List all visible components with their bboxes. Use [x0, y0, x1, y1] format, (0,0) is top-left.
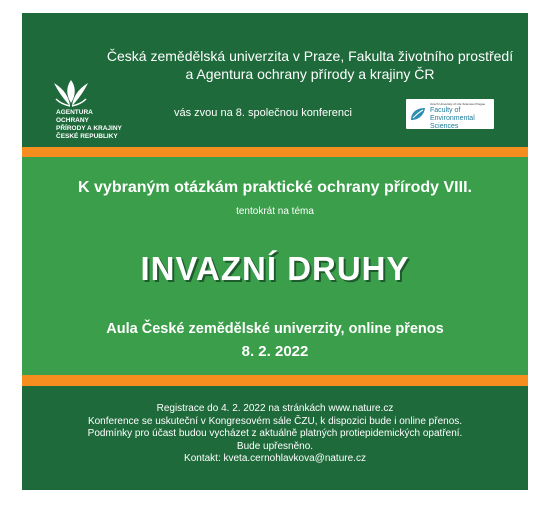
fes-logo-faculty: Faculty of Environmental Sciences [430, 107, 475, 130]
fes-logo-university: Czech University of Life Sciences Prague [430, 102, 486, 106]
venue-line: Konference se uskuteční v Kongresovém sále ČZU, k dispozici bude i online přenos. [87, 415, 463, 427]
footer-section [22, 386, 528, 490]
header-section [22, 13, 528, 147]
footer-info [22, 403, 528, 466]
conference-subtitle: K vybraným otázkám praktické ochrany přírody VIII. [78, 179, 472, 196]
conditions-line: Podmínky pro účast budou vycházet z aktuálně platných protiepidemických opatření. [87, 428, 463, 439]
tbd-line: Bude upřesněno. [236, 440, 314, 452]
aopk-logo-text: AGENTURA OCHRANY PŘÍRODY A KRAJINY ČESKÉ REPUBLIKY [56, 109, 122, 140]
organizers-headline [22, 47, 528, 83]
aopk-leaf-logo-icon [42, 79, 102, 107]
fes-leaf-logo-icon [409, 106, 427, 122]
topic-intro: tentokrát na téma [236, 206, 314, 217]
aopk-logo [40, 79, 124, 141]
conference-topic: INVAZNÍ DRUHY [140, 250, 410, 287]
headline-line-1: Česká zemědělská univerzita v Praze, Fakulta životního prostředí [106, 48, 514, 64]
registration-line: Registrace do 4. 2. 2022 na stránkách www.nature.cz [156, 403, 394, 414]
conference-venue: Aula České zemědělské univerzity, online přenos [106, 321, 444, 337]
conference-date: 8. 2. 2022 [241, 343, 309, 360]
invitation-text: vás zvou na 8. společnou konferenci [174, 107, 352, 119]
orange-divider-bottom [22, 375, 528, 386]
conference-section [22, 157, 528, 375]
headline-line-2: a Agentura ochrany přírody a krajiny ČR [185, 66, 435, 82]
fes-logo [406, 99, 494, 129]
invitation-card [22, 13, 528, 490]
contact-line: Kontakt: kveta.cernohlavkova@nature.cz [184, 453, 366, 464]
orange-divider-top [22, 147, 528, 157]
